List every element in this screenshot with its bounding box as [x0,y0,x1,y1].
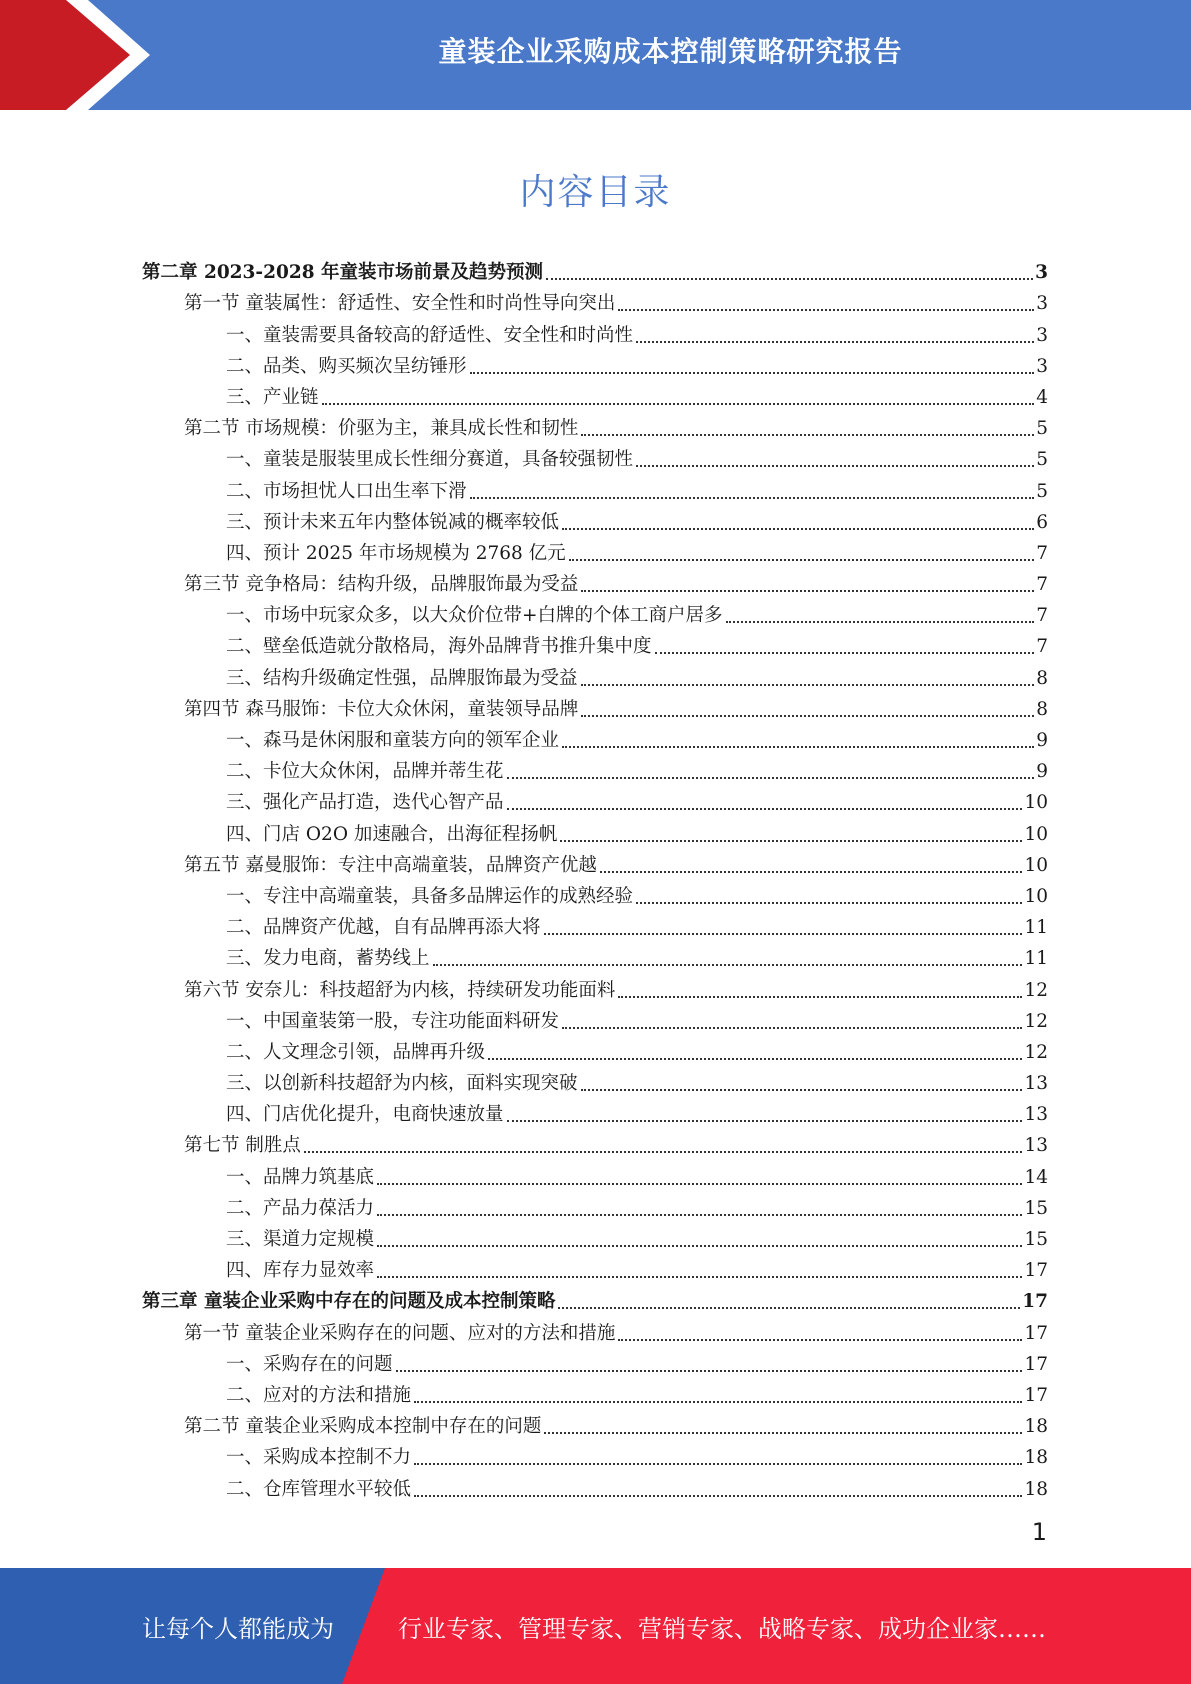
toc-subsection-link[interactable] [142,1065,1048,1096]
toc-entry-title: 二、人文理念引领，品牌再升级 [226,1041,486,1063]
toc-entry-title: 第三章 童装企业采购中存在的问题及成本控制策略 [142,1291,556,1313]
toc-entry-page: 10 [1024,885,1048,907]
toc-dot-leader [414,1495,1022,1497]
toc-entry-page: 7 [1036,605,1048,627]
toc-dot-leader [433,964,1023,966]
toc-subsection-link[interactable] [142,1096,1048,1127]
toc-entry-page: 10 [1024,792,1048,814]
toc-subsection-link[interactable] [142,628,1048,659]
toc-entry-title: 三、以创新科技超舒为内核，面料实现突破 [226,1073,578,1095]
toc-entry-title: 第五节 嘉曼服饰：专注中高端童装，品牌资产优越 [184,854,597,876]
toc-section-link[interactable] [142,285,1048,316]
toc-entry-title: 二、仓库管理水平较低 [226,1478,412,1500]
toc-entry-page: 3 [1036,293,1048,315]
toc-entry-page: 15 [1024,1197,1048,1219]
toc-dot-leader [377,1214,1022,1216]
toc-entry-page: 17 [1022,1291,1048,1313]
toc-entry-page: 3 [1035,262,1048,284]
header-red-chevron [0,0,140,110]
toc-entry-title: 三、结构升级确定性强，品牌服饰最为受益 [226,667,578,689]
toc-entry-page: 3 [1036,355,1048,377]
toc-dot-leader [581,1089,1023,1091]
toc-subsection-link[interactable] [142,1158,1048,1189]
toc-subsection-link[interactable] [142,1221,1048,1252]
toc-entry-title: 第二章 2023-2028 年童装市场前景及趋势预测 [142,262,544,284]
toc-dot-leader [544,1432,1022,1434]
toc-subsection-link[interactable] [142,504,1048,535]
toc-entry-page: 7 [1036,542,1048,564]
toc-entry-page: 5 [1036,449,1048,471]
toc-dot-leader [581,590,1034,592]
toc-section-link[interactable] [142,410,1048,441]
toc-subsection-link[interactable] [142,348,1048,379]
toc-entry-page: 12 [1024,1010,1048,1032]
toc-entry-title: 二、市场担忧人口出生率下滑 [226,480,467,502]
toc-entry-page: 12 [1024,979,1048,1001]
toc-chapter-link[interactable] [142,254,1048,285]
toc-subsection-link[interactable] [142,1034,1048,1065]
toc-entry-page: 11 [1024,948,1048,970]
toc-dot-leader [618,309,1034,311]
toc-entry-title: 三、强化产品打造，迭代心智产品 [226,792,504,814]
toc-subsection-link[interactable] [142,379,1048,410]
toc-entry-page: 3 [1036,324,1048,346]
toc-dot-leader [581,434,1034,436]
toc-dot-leader [636,341,1034,343]
toc-entry-page: 17 [1024,1322,1048,1344]
toc-entry-page: 5 [1036,480,1048,502]
toc-entry-title: 二、卡位大众休闲，品牌并蒂生花 [226,761,504,783]
toc-entry-page: 15 [1024,1229,1048,1250]
toc-entry-title: 第六节 安奈儿：科技超舒为内核，持续研发功能面料 [184,979,616,1001]
toc-entry-page: 9 [1036,730,1048,751]
toc-entry-page: 10 [1024,823,1048,845]
toc-entry-title: 三、产业链 [226,386,319,408]
toc-section-link[interactable] [142,971,1048,1002]
toc-chapter-link[interactable] [142,1283,1048,1314]
toc-entry-page: 17 [1024,1260,1048,1282]
toc-entry-title: 一、采购成本控制不力 [226,1447,412,1469]
toc-dot-leader [546,278,1033,280]
toc-entry-title: 二、产品力葆活力 [226,1197,375,1219]
toc-dot-leader [558,1307,1020,1309]
toc-dot-leader [562,1027,1022,1029]
toc-entry-title: 二、壁垒低造就分散格局，海外品牌背书推升集中度 [226,636,652,658]
toc-heading: 内容目录 [519,172,672,213]
toc-entry-title: 四、预计 2025 年市场规模为 2768 亿元 [226,542,566,564]
toc-dot-leader [618,996,1022,998]
toc-dot-leader [726,621,1035,623]
toc-subsection-link[interactable] [142,1346,1048,1377]
toc-subsection-link[interactable] [142,815,1048,846]
toc-entry-title: 第三节 竞争格局：结构升级，品牌服饰最为受益 [184,574,579,596]
toc-entry-title: 二、品牌资产优越，自有品牌再添大将 [226,917,541,939]
table-of-contents [142,254,1048,1502]
toc-dot-leader [636,465,1034,467]
toc-entry-title: 三、发力电商，蓄势线上 [226,948,430,970]
toc-dot-leader [488,1058,1022,1060]
toc-subsection-link[interactable] [142,535,1048,566]
toc-entry-title: 一、专注中高端童装，具备多品牌运作的成熟经验 [226,885,634,907]
toc-entry-page: 6 [1036,511,1048,533]
toc-subsection-link[interactable] [142,722,1048,753]
toc-entry-page: 17 [1024,1353,1048,1375]
toc-entry-page: 8 [1036,667,1048,689]
toc-dot-leader [377,1183,1022,1185]
toc-entry-page: 18 [1024,1447,1048,1469]
toc-entry-title: 一、品牌力筑基底 [226,1166,375,1188]
toc-entry-title: 四、门店 O2O 加速融合，出海征程扬帆 [226,823,558,845]
toc-entry-page: 18 [1024,1478,1048,1500]
toc-entry-title: 一、童装是服装里成长性细分赛道，具备较强韧性 [226,449,634,471]
toc-entry-title: 一、采购存在的问题 [226,1353,393,1375]
toc-subsection-link[interactable] [142,1377,1048,1408]
toc-entry-title: 四、库存力显效率 [226,1260,375,1282]
toc-entry-title: 一、市场中玩家众多，以大众价位带+白牌的个体工商户居多 [226,605,723,627]
toc-entry-title: 一、童装需要具备较高的舒适性、安全性和时尚性 [226,324,634,346]
toc-section-link[interactable] [142,691,1048,722]
toc-section-link[interactable] [142,566,1048,597]
toc-entry-page: 17 [1024,1384,1048,1406]
toc-subsection-link[interactable] [142,659,1048,690]
toc-dot-leader [636,902,1022,904]
toc-entry-title: 一、中国童装第一股，专注功能面料研发 [226,1010,560,1032]
toc-subsection-link[interactable] [142,878,1048,909]
toc-subsection-link[interactable] [142,909,1048,940]
toc-entry-title: 第四节 森马服饰：卡位大众休闲，童装领导品牌 [184,698,579,720]
toc-section-link[interactable] [142,1314,1048,1345]
toc-dot-leader [507,777,1035,779]
toc-dot-leader [507,1120,1023,1122]
toc-entry-title: 第七节 制胜点 [184,1135,301,1157]
toc-dot-leader [470,497,1035,499]
toc-dot-leader [618,1339,1022,1341]
toc-entry-page: 7 [1036,636,1048,658]
toc-dot-leader [304,1151,1023,1153]
toc-entry-title: 三、渠道力定规模 [226,1229,375,1250]
toc-section-link[interactable] [142,1127,1048,1158]
toc-subsection-link[interactable] [142,784,1048,815]
toc-dot-leader [377,1276,1022,1278]
toc-dot-leader [569,559,1035,561]
report-title: 童装企业采购成本控制策略研究报告 [438,35,903,68]
toc-entry-page: 9 [1036,761,1048,783]
toc-entry-page: 14 [1024,1166,1048,1188]
toc-dot-leader [581,715,1034,717]
toc-dot-leader [396,1370,1023,1372]
toc-dot-leader [581,684,1035,686]
toc-dot-leader [655,652,1035,654]
toc-entry-page: 4 [1036,386,1048,408]
toc-dot-leader [414,1401,1022,1403]
toc-dot-leader [562,528,1034,530]
toc-entry-title: 一、森马是休闲服和童装方向的领军企业 [226,730,560,751]
page-footer [0,1568,1191,1684]
toc-entry-title: 第一节 童装企业采购存在的问题、应对的方法和措施 [184,1322,616,1344]
toc-entry-page: 13 [1024,1073,1048,1095]
toc-subsection-link[interactable] [142,1190,1048,1221]
toc-dot-leader [322,403,1035,405]
toc-entry-title: 第二节 童装企业采购成本控制中存在的问题 [184,1416,542,1438]
page-header [0,0,1191,110]
toc-entry-page: 8 [1036,698,1048,720]
toc-entry-title: 第二节 市场规模：价驱为主，兼具成长性和韧性 [184,418,579,440]
footer-slogan-left: 让每个人都能成为 [142,1614,334,1643]
toc-subsection-link[interactable] [142,753,1048,784]
toc-entry-page: 18 [1024,1416,1048,1438]
toc-entry-title: 四、门店优化提升，电商快速放量 [226,1104,504,1126]
toc-entry-page: 5 [1036,418,1048,440]
toc-dot-leader [507,808,1023,810]
toc-subsection-link[interactable] [142,316,1048,347]
toc-entry-page: 10 [1024,854,1048,876]
page-number: 1 [1031,1518,1047,1546]
toc-subsection-link[interactable] [142,1470,1048,1501]
toc-section-link[interactable] [142,847,1048,878]
toc-subsection-link[interactable] [142,1003,1048,1034]
toc-entry-title: 三、预计未来五年内整体锐减的概率较低 [226,511,560,533]
toc-dot-leader [377,1245,1022,1247]
toc-entry-page: 13 [1024,1104,1048,1126]
toc-dot-leader [544,933,1023,935]
toc-section-link[interactable] [142,1408,1048,1439]
toc-subsection-link[interactable] [142,441,1048,472]
toc-entry-page: 13 [1024,1135,1048,1157]
toc-subsection-link[interactable] [142,940,1048,971]
toc-subsection-link[interactable] [142,1439,1048,1470]
toc-dot-leader [600,871,1023,873]
toc-dot-leader [414,1463,1022,1465]
toc-entry-page: 11 [1024,917,1048,939]
footer-slogan-right: 行业专家、管理专家、营销专家、战略专家、成功企业家…… [398,1614,1046,1643]
toc-entry-title: 二、应对的方法和措施 [226,1384,412,1406]
toc-entry-title: 第一节 童装属性：舒适性、安全性和时尚性导向突出 [184,293,616,315]
toc-dot-leader [560,840,1022,842]
toc-dot-leader [470,372,1035,374]
toc-subsection-link[interactable] [142,472,1048,503]
toc-entry-page: 7 [1036,574,1048,596]
toc-entry-title: 二、品类、购买频次呈纺锤形 [226,355,467,377]
toc-dot-leader [562,746,1034,748]
toc-subsection-link[interactable] [142,1252,1048,1283]
toc-entry-page: 12 [1024,1041,1048,1063]
toc-subsection-link[interactable] [142,597,1048,628]
